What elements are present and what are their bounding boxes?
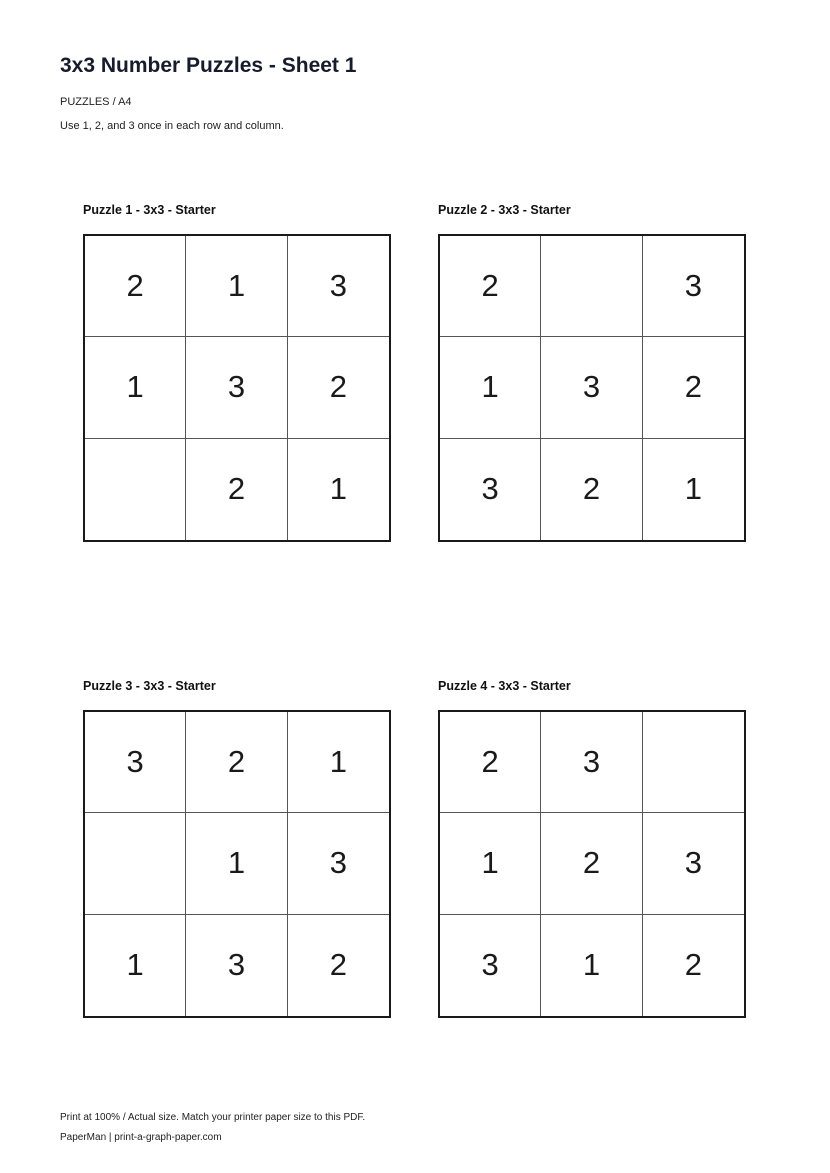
puzzle-cell[interactable] (85, 813, 186, 914)
page-title: 3x3 Number Puzzles - Sheet 1 (60, 54, 357, 77)
puzzle-cell[interactable]: 3 (440, 915, 541, 1016)
puzzle-4 (438, 677, 748, 1018)
puzzle-cell[interactable]: 1 (684, 471, 702, 507)
puzzle-cell[interactable]: 3 (643, 236, 744, 337)
puzzle-grid (438, 234, 746, 542)
puzzle-cell[interactable] (85, 439, 186, 540)
puzzle-title: Puzzle 2 - 3x3 - Starter (438, 203, 571, 217)
puzzle-cell[interactable]: 2 (440, 236, 541, 337)
puzzle-cell[interactable]: 2 (643, 337, 744, 438)
puzzle-cell[interactable]: 1 (541, 915, 642, 1016)
puzzle-cell[interactable]: 2 (684, 947, 702, 983)
puzzle-cell[interactable]: 1 (186, 813, 287, 914)
credit-line: PaperMan | print-a-graph-paper.com (60, 1132, 222, 1143)
puzzle-grid (438, 710, 746, 1018)
puzzle-cell[interactable]: 3 (541, 712, 642, 813)
puzzle-cell[interactable]: 3 (288, 813, 389, 914)
puzzle-cell[interactable]: 1 (288, 712, 389, 813)
puzzle-cell[interactable]: 3 (288, 236, 389, 337)
puzzle-3 (83, 677, 393, 1018)
puzzle-cell[interactable]: 3 (440, 439, 541, 540)
puzzle-cell[interactable]: 3 (186, 915, 287, 1016)
puzzle-cell[interactable]: 3 (186, 337, 287, 438)
puzzle-1 (83, 201, 393, 542)
puzzle-cell[interactable]: 2 (541, 813, 642, 914)
puzzle-cell[interactable] (643, 712, 744, 813)
puzzle-grid (83, 234, 391, 542)
puzzle-cell[interactable]: 1 (440, 813, 541, 914)
puzzle-cell[interactable]: 3 (85, 712, 186, 813)
print-note: Print at 100% / Actual size. Match your printer paper size to this PDF. (60, 1112, 366, 1123)
puzzle-cell[interactable]: 3 (643, 813, 744, 914)
puzzle-cell[interactable]: 1 (85, 915, 186, 1016)
puzzle-cell[interactable]: 3 (541, 337, 642, 438)
puzzle-grid (83, 710, 391, 1018)
page-subtitle: PUZZLES / A4 (60, 96, 132, 108)
puzzle-title: Puzzle 3 - 3x3 - Starter (83, 679, 216, 693)
puzzle-cell[interactable]: 2 (186, 712, 287, 813)
puzzle-cell[interactable] (541, 236, 642, 337)
puzzle-cell[interactable]: 1 (440, 337, 541, 438)
puzzle-cell[interactable]: 2 (329, 947, 347, 983)
puzzle-cell[interactable]: 2 (288, 337, 389, 438)
puzzle-cell[interactable]: 2 (186, 439, 287, 540)
puzzle-title: Puzzle 4 - 3x3 - Starter (438, 679, 571, 693)
instructions: Use 1, 2, and 3 once in each row and column. (60, 120, 284, 132)
puzzle-cell[interactable]: 2 (440, 712, 541, 813)
puzzle-title: Puzzle 1 - 3x3 - Starter (83, 203, 216, 217)
puzzle-cell[interactable]: 1 (329, 471, 347, 507)
puzzle-cell[interactable]: 2 (85, 236, 186, 337)
puzzle-2 (438, 201, 748, 542)
puzzle-cell[interactable]: 1 (186, 236, 287, 337)
puzzle-cell[interactable]: 1 (85, 337, 186, 438)
puzzle-cell[interactable]: 2 (541, 439, 642, 540)
